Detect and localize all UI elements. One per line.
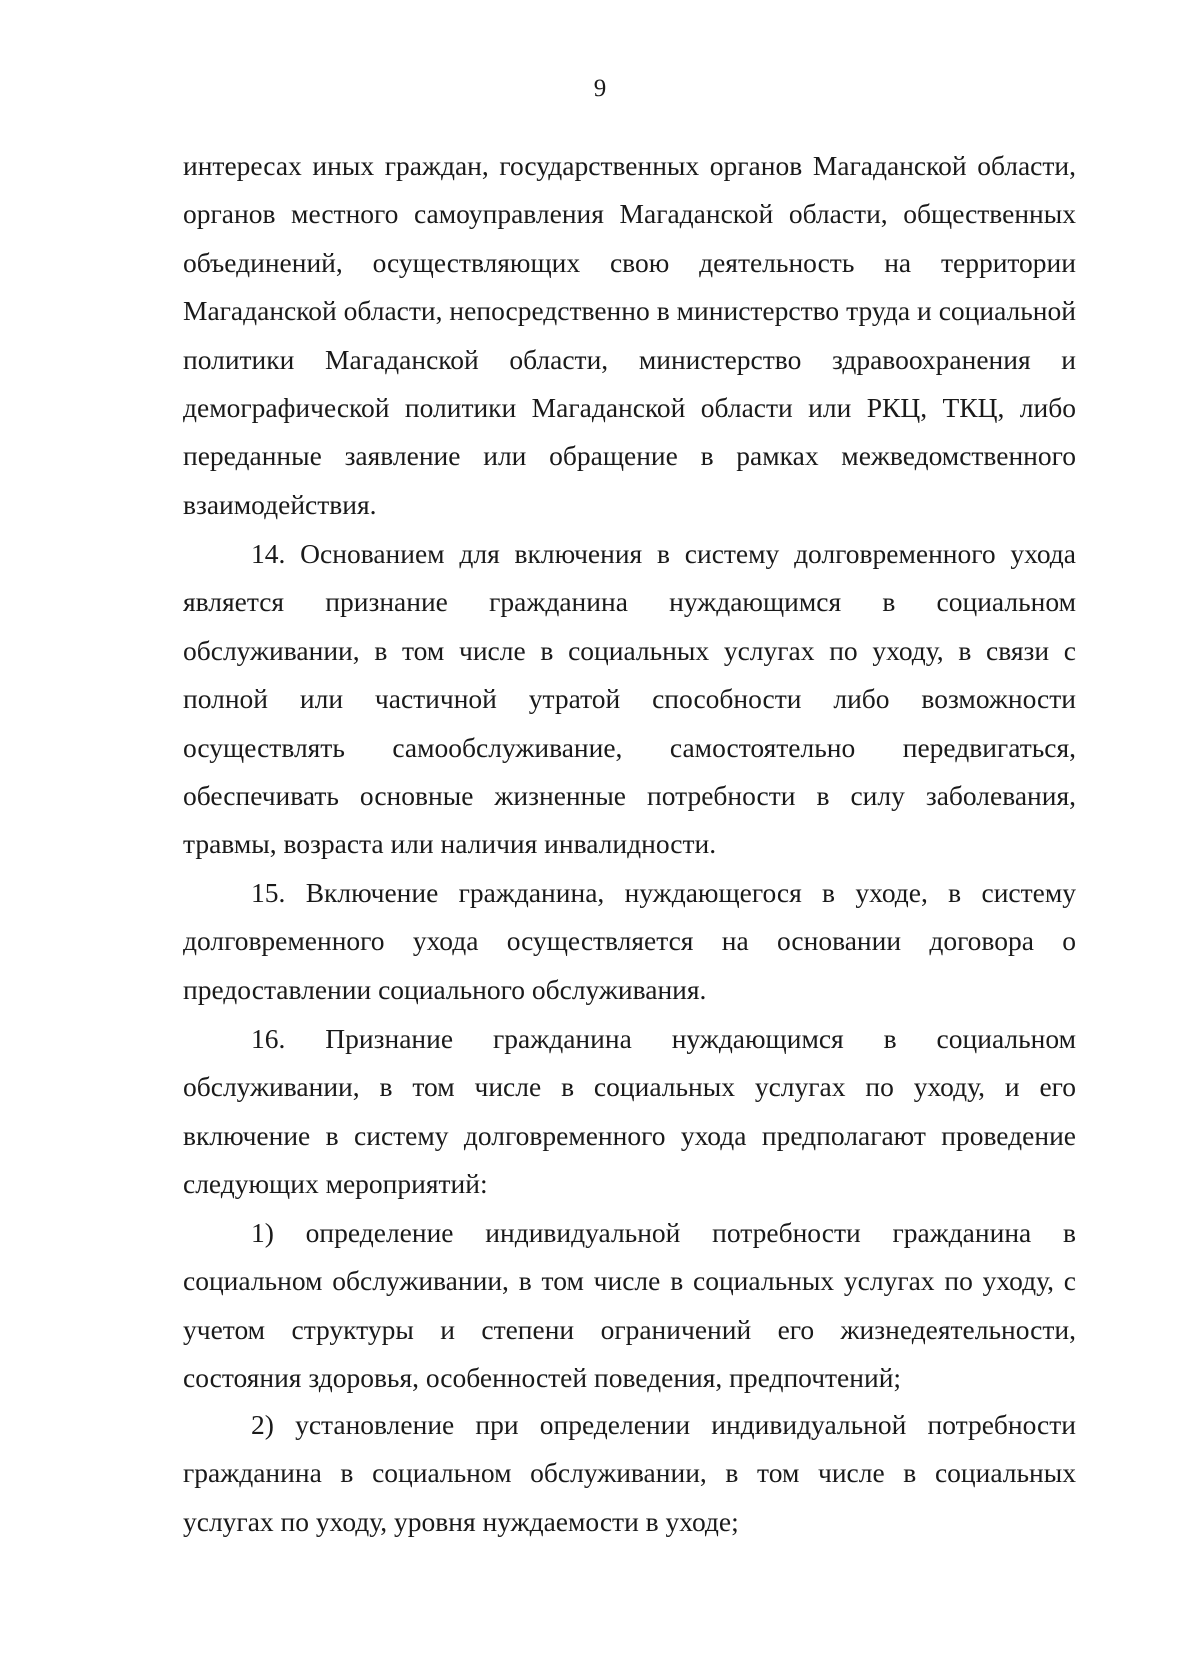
paragraph-14: 14. Основанием для включения в систему долговременного ухода является признание гражданина нуждающимся в социальном обслуживании, в том числе в социальных услугах по уходу, в связи с полной или частичной утратой способности либо возможности осуществлять самообслуживание, самостоятельно передвигаться, обеспечивать основные жизненные потребности в силу заболевания, травмы, возраста или наличия инвалидности. [183,538,1076,860]
list-item-1: 1) определение индивидуальной потребности гражданина в социальном обслуживании, в том числе в социальных услугах по уходу, с учетом структуры и степени ограничений его жизнедеятельности, состояния здоровья, особенностей поведения, предпочтений; [183,1217,1076,1394]
page-number: 9 [593,75,607,102]
list-item-2: 2) установление при определении индивидуальной потребности гражданина в социальном обслуживании, в том числе в социальных услугах по уходу, уровня нуждаемости в уходе; [183,1409,1076,1537]
paragraph-continuation: интересах иных граждан, государственных органов Магаданской области, органов местного самоуправления Магаданской области, общественных объединений, осуществляющих свою деятельность на территории Магаданской области, непосредственно в министерство труда и социальной политики Магаданской области, министерство здравоохранения и демографической политики Магаданской области или РКЦ, ТКЦ, либо переданные заявление или обращение в рамках межведомственного взаимодействия. [183,150,1076,520]
paragraph-15: 15. Включение гражданина, нуждающегося в уходе, в систему долговременного ухода осуществляется на основании договора о предоставлении социального обслуживания. [183,877,1076,1005]
paragraph-16: 16. Признание гражданина нуждающимся в социальном обслуживании, в том числе в социальных услугах по уходу, и его включение в систему долговременного ухода предполагают проведение следующих мероприятий: [183,1023,1076,1200]
